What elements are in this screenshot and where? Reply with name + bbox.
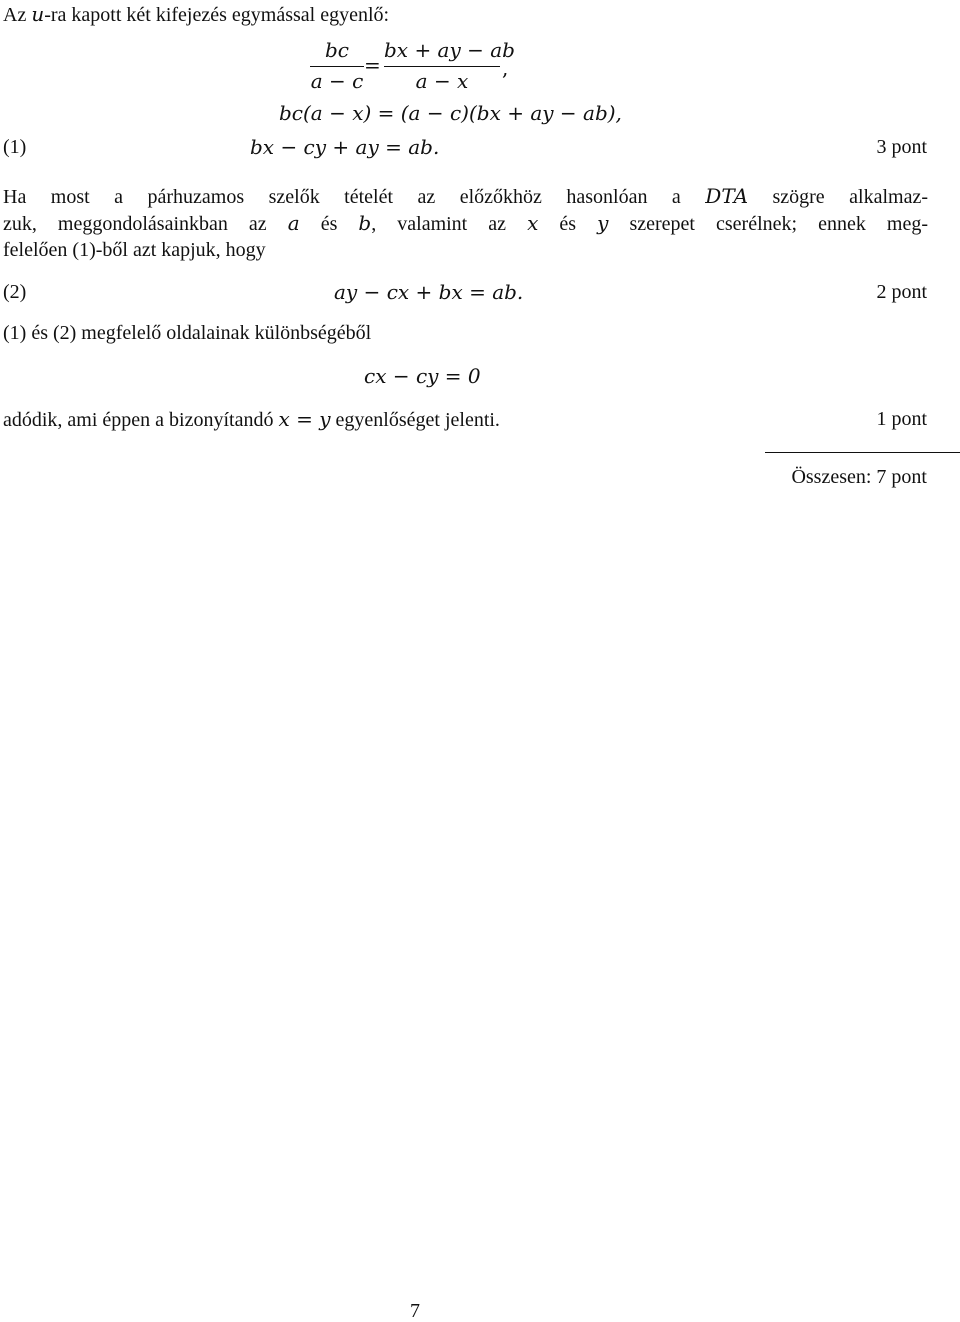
intro-text bbox=[3, 4, 389, 25]
variable-a: a bbox=[287, 211, 300, 235]
eq2-label: (2) bbox=[3, 281, 27, 303]
paragraph-line-2 bbox=[3, 210, 928, 237]
parallel-lines-paragraph bbox=[3, 183, 928, 263]
fraction-comma: , bbox=[502, 56, 509, 80]
intro-post: -ra kapott két kifejezés egymással egyenlő: bbox=[44, 4, 390, 26]
conclusion-a: adódik, ami éppen a bizonyítandó bbox=[3, 409, 279, 431]
paragraph-line-1-a: Ha most a párhuzamos szelők tételét az előzőkhöz hasonlóan a bbox=[3, 186, 706, 208]
right-denominator: a − x bbox=[415, 69, 469, 93]
left-numerator: bc bbox=[324, 38, 349, 62]
eq2-expression: ay − cx + bx = ab. bbox=[334, 280, 524, 304]
fraction-equals: = bbox=[364, 53, 381, 77]
variable-x: x bbox=[527, 211, 539, 235]
variable-y: y bbox=[597, 211, 609, 235]
left-denominator: a − c bbox=[310, 69, 364, 93]
paragraph-line-3: felelően (1)-ből azt kapjuk, hogy bbox=[3, 239, 266, 261]
total-points: Összesen: 7 pont bbox=[791, 466, 927, 488]
conclusion-b: egyenlőséget jelenti. bbox=[330, 409, 500, 431]
angle-dta: DTA bbox=[705, 184, 749, 208]
conclusion-points: 1 pont bbox=[876, 408, 927, 430]
right-numerator: bx + ay − ab bbox=[384, 38, 515, 62]
left-fraction-bar bbox=[310, 66, 364, 67]
eq1-expression: bx − cy + ay = ab. bbox=[250, 135, 440, 159]
conclusion-text bbox=[3, 409, 500, 430]
paragraph-line-2-d: és bbox=[538, 213, 598, 235]
eq1-points: 3 pont bbox=[876, 136, 927, 158]
total-rule bbox=[765, 452, 960, 453]
eq1-label: (1) bbox=[3, 136, 27, 158]
page-number: 7 bbox=[410, 1300, 420, 1322]
paragraph-line-1 bbox=[3, 183, 928, 210]
paragraph-line-2-c: , valamint az bbox=[371, 213, 528, 235]
conclusion-expression: x = y bbox=[278, 407, 331, 431]
expanded-equation: bc(a − x) = (a − c)(bx + ay − ab), bbox=[279, 101, 622, 125]
paragraph-line-2-b: és bbox=[299, 213, 359, 235]
variable-u: u bbox=[31, 2, 45, 26]
right-fraction-bar bbox=[384, 66, 500, 67]
eq2-points: 2 pont bbox=[876, 281, 927, 303]
paragraph-line-2-e: szerepet cserélnek; ennek meg- bbox=[608, 213, 929, 235]
difference-text: (1) és (2) megfelelő oldalainak különbségéből bbox=[3, 322, 372, 344]
variable-b: b bbox=[358, 211, 372, 235]
intro-pre: Az bbox=[3, 4, 32, 26]
paragraph-line-2-a: zuk, meggondolásainkban az bbox=[3, 213, 288, 235]
paragraph-line-1-b: szögre alkalmaz- bbox=[748, 186, 928, 208]
eq3-expression: cx − cy = 0 bbox=[364, 364, 481, 388]
